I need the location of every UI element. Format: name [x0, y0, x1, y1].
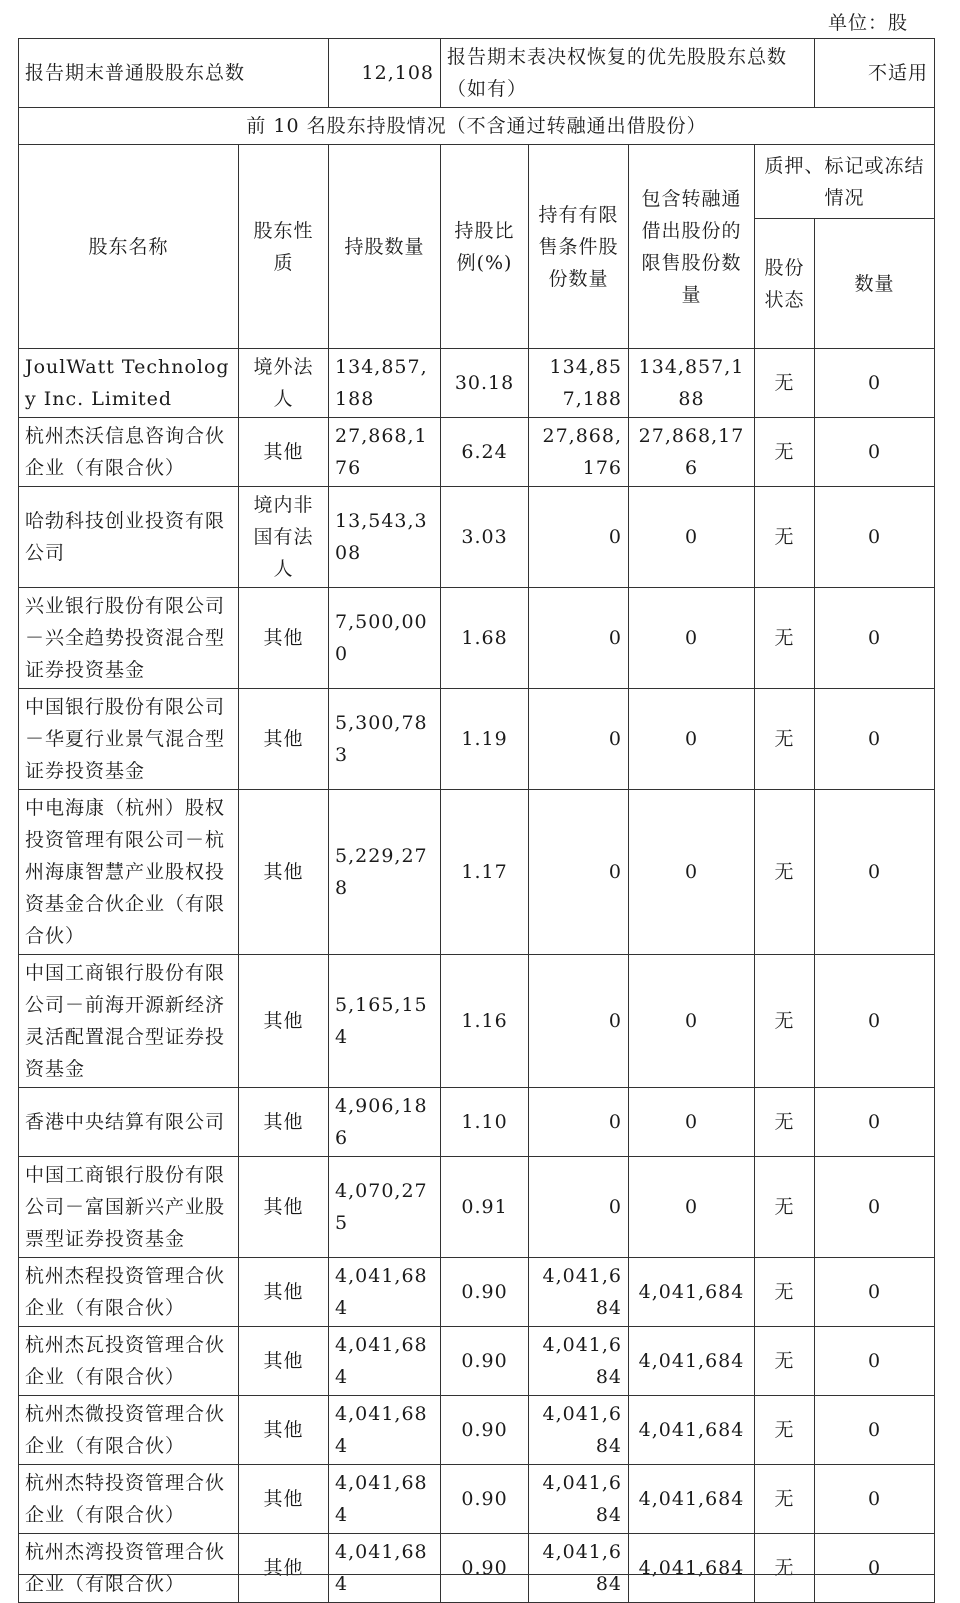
shareholder-name: 中电海康（杭州）股权投资管理有限公司－杭州海康智慧产业股权投资基金合伙企业（有限合伙） [19, 790, 239, 955]
unit-label: 单位：股 [827, 12, 908, 34]
shareholder-nature: 其他 [239, 689, 329, 790]
shareholder-nature: 其他 [239, 588, 329, 689]
shareholder-name: 杭州杰沃信息咨询合伙企业（有限合伙） [19, 418, 239, 487]
summary-row [19, 39, 935, 108]
holding-ratio: 1.19 [441, 689, 529, 790]
holding-ratio: 0.90 [441, 1327, 529, 1396]
restricted-shares: 0 [529, 955, 629, 1088]
header-name: 股东名称 [19, 145, 239, 349]
pledge-status: 无 [755, 1157, 815, 1258]
pledge-quantity: 0 [815, 689, 935, 790]
pledge-quantity: 0 [815, 1465, 935, 1534]
restricted-shares: 27,868,176 [529, 418, 629, 487]
holding-ratio: 1.68 [441, 588, 529, 689]
pledge-status: 无 [755, 1534, 815, 1603]
restricted-shares: 0 [529, 1157, 629, 1258]
lent-restricted-shares: 0 [629, 790, 755, 955]
shareholder-name: 中国工商银行股份有限公司－富国新兴产业股票型证券投资基金 [19, 1157, 239, 1258]
restricted-shares: 0 [529, 588, 629, 689]
table-row [19, 349, 935, 418]
shareholder-name: 中国工商银行股份有限公司－前海开源新经济灵活配置混合型证券投资基金 [19, 955, 239, 1088]
holding-ratio: 0.90 [441, 1396, 529, 1465]
common-holders-label: 报告期末普通股股东总数 [19, 39, 329, 108]
shares-held: 13,543,308 [329, 487, 441, 588]
lent-restricted-shares: 27,868,176 [629, 418, 755, 487]
shares-held: 4,041,684 [329, 1396, 441, 1465]
pledge-quantity: 0 [815, 955, 935, 1088]
shareholder-name: 兴业银行股份有限公司－兴全趋势投资混合型证券投资基金 [19, 588, 239, 689]
lent-restricted-shares: 0 [629, 955, 755, 1088]
pledge-quantity: 0 [815, 487, 935, 588]
table-row [19, 1327, 935, 1396]
pledge-status: 无 [755, 418, 815, 487]
restricted-shares: 0 [529, 1088, 629, 1157]
shares-held: 7,500,000 [329, 588, 441, 689]
holding-ratio: 30.18 [441, 349, 529, 418]
shareholder-name: 杭州杰程投资管理合伙企业（有限合伙） [19, 1258, 239, 1327]
pledge-quantity: 0 [815, 349, 935, 418]
holding-ratio: 0.91 [441, 1157, 529, 1258]
lent-restricted-shares: 4,041,684 [629, 1465, 755, 1534]
pledge-quantity: 0 [815, 1327, 935, 1396]
shareholder-nature: 其他 [239, 1465, 329, 1534]
table-row [19, 588, 935, 689]
table-row [19, 487, 935, 588]
shareholder-nature: 其他 [239, 1534, 329, 1603]
holding-ratio: 1.16 [441, 955, 529, 1088]
holding-ratio: 0.90 [441, 1465, 529, 1534]
pledge-status: 无 [755, 955, 815, 1088]
restricted-shares: 0 [529, 790, 629, 955]
restricted-shares: 4,041,684 [529, 1534, 629, 1603]
restricted-shares: 4,041,684 [529, 1396, 629, 1465]
pledge-quantity: 0 [815, 1157, 935, 1258]
shares-held: 4,041,684 [329, 1258, 441, 1327]
header-restricted: 持有有限售条件股份数量 [529, 145, 629, 349]
pledge-quantity: 0 [815, 1088, 935, 1157]
lent-restricted-shares: 134,857,188 [629, 349, 755, 418]
lent-restricted-shares: 4,041,684 [629, 1534, 755, 1603]
restricted-shares: 134,857,188 [529, 349, 629, 418]
pledge-status: 无 [755, 588, 815, 689]
pledge-status: 无 [755, 1465, 815, 1534]
common-holders-value: 12,108 [329, 39, 441, 108]
shareholder-name: 中国银行股份有限公司－华夏行业景气混合型证券投资基金 [19, 689, 239, 790]
holding-ratio: 0.90 [441, 1534, 529, 1603]
restricted-shares: 4,041,684 [529, 1258, 629, 1327]
table-row [19, 1157, 935, 1258]
header-nature: 股东性质 [239, 145, 329, 349]
pledge-status: 无 [755, 689, 815, 790]
page-bottom-rule [18, 1574, 934, 1575]
shareholder-name: 杭州杰瓦投资管理合伙企业（有限合伙） [19, 1327, 239, 1396]
holding-ratio: 1.17 [441, 790, 529, 955]
shareholder-name: JoulWatt Technology Inc. Limited [19, 349, 239, 418]
shares-held: 4,906,186 [329, 1088, 441, 1157]
shareholder-nature: 其他 [239, 418, 329, 487]
header-ratio: 持股比例(%) [441, 145, 529, 349]
header-pledge-group: 质押、标记或冻结情况 [755, 145, 935, 219]
header-shares: 持股数量 [329, 145, 441, 349]
table-row [19, 955, 935, 1088]
pledge-status: 无 [755, 487, 815, 588]
restricted-shares: 4,041,684 [529, 1465, 629, 1534]
shareholder-nature: 其他 [239, 1157, 329, 1258]
table-row [19, 689, 935, 790]
lent-restricted-shares: 0 [629, 588, 755, 689]
shareholder-nature: 其他 [239, 790, 329, 955]
holding-ratio: 1.10 [441, 1088, 529, 1157]
lent-restricted-shares: 4,041,684 [629, 1327, 755, 1396]
lent-restricted-shares: 4,041,684 [629, 1258, 755, 1327]
header-pledge-qty: 数量 [815, 219, 935, 349]
pledge-quantity: 0 [815, 1396, 935, 1465]
shareholder-nature: 其他 [239, 1327, 329, 1396]
shareholder-name: 杭州杰湾投资管理合伙企业（有限合伙） [19, 1534, 239, 1603]
shares-held: 4,041,684 [329, 1534, 441, 1603]
shareholder-nature: 其他 [239, 1088, 329, 1157]
section-title: 前 10 名股东持股情况（不含通过转融通出借股份） [19, 108, 935, 145]
header-row-1 [19, 145, 935, 219]
shareholder-nature: 境内非国有法人 [239, 487, 329, 588]
shares-held: 5,300,783 [329, 689, 441, 790]
holding-ratio: 0.90 [441, 1258, 529, 1327]
pledge-status: 无 [755, 1327, 815, 1396]
pledge-quantity: 0 [815, 1534, 935, 1603]
shares-held: 134,857,188 [329, 349, 441, 418]
preferred-holders-label: 报告期末表决权恢复的优先股股东总数（如有） [441, 39, 815, 108]
pledge-status: 无 [755, 349, 815, 418]
shareholder-name: 哈勃科技创业投资有限公司 [19, 487, 239, 588]
restricted-shares: 4,041,684 [529, 1327, 629, 1396]
pledge-status: 无 [755, 1396, 815, 1465]
header-pledge-status: 股份状态 [755, 219, 815, 349]
pledge-status: 无 [755, 790, 815, 955]
shareholder-nature: 其他 [239, 1258, 329, 1327]
table-row [19, 1534, 935, 1603]
table-row [19, 1088, 935, 1157]
table-row [19, 418, 935, 487]
shares-held: 4,041,684 [329, 1327, 441, 1396]
lent-restricted-shares: 0 [629, 689, 755, 790]
shareholder-table [18, 38, 935, 1603]
section-title-row [19, 108, 935, 145]
shares-held: 5,229,278 [329, 790, 441, 955]
table-row [19, 1258, 935, 1327]
pledge-quantity: 0 [815, 588, 935, 689]
header-lent: 包含转融通借出股份的限售股份数量 [629, 145, 755, 349]
lent-restricted-shares: 4,041,684 [629, 1396, 755, 1465]
holding-ratio: 3.03 [441, 487, 529, 588]
shares-held: 5,165,154 [329, 955, 441, 1088]
shareholder-name: 杭州杰微投资管理合伙企业（有限合伙） [19, 1396, 239, 1465]
table-row [19, 1465, 935, 1534]
pledge-quantity: 0 [815, 790, 935, 955]
shares-held: 4,070,275 [329, 1157, 441, 1258]
shareholder-name: 杭州杰特投资管理合伙企业（有限合伙） [19, 1465, 239, 1534]
preferred-holders-value: 不适用 [815, 39, 935, 108]
lent-restricted-shares: 0 [629, 1157, 755, 1258]
shareholder-nature: 其他 [239, 955, 329, 1088]
shareholder-nature: 其他 [239, 1396, 329, 1465]
lent-restricted-shares: 0 [629, 487, 755, 588]
lent-restricted-shares: 0 [629, 1088, 755, 1157]
shareholder-name: 香港中央结算有限公司 [19, 1088, 239, 1157]
pledge-status: 无 [755, 1258, 815, 1327]
pledge-status: 无 [755, 1088, 815, 1157]
pledge-quantity: 0 [815, 418, 935, 487]
restricted-shares: 0 [529, 487, 629, 588]
shareholder-nature: 境外法人 [239, 349, 329, 418]
shares-held: 4,041,684 [329, 1465, 441, 1534]
table-row [19, 790, 935, 955]
table-row [19, 1396, 935, 1465]
pledge-quantity: 0 [815, 1258, 935, 1327]
holding-ratio: 6.24 [441, 418, 529, 487]
restricted-shares: 0 [529, 689, 629, 790]
shares-held: 27,868,176 [329, 418, 441, 487]
